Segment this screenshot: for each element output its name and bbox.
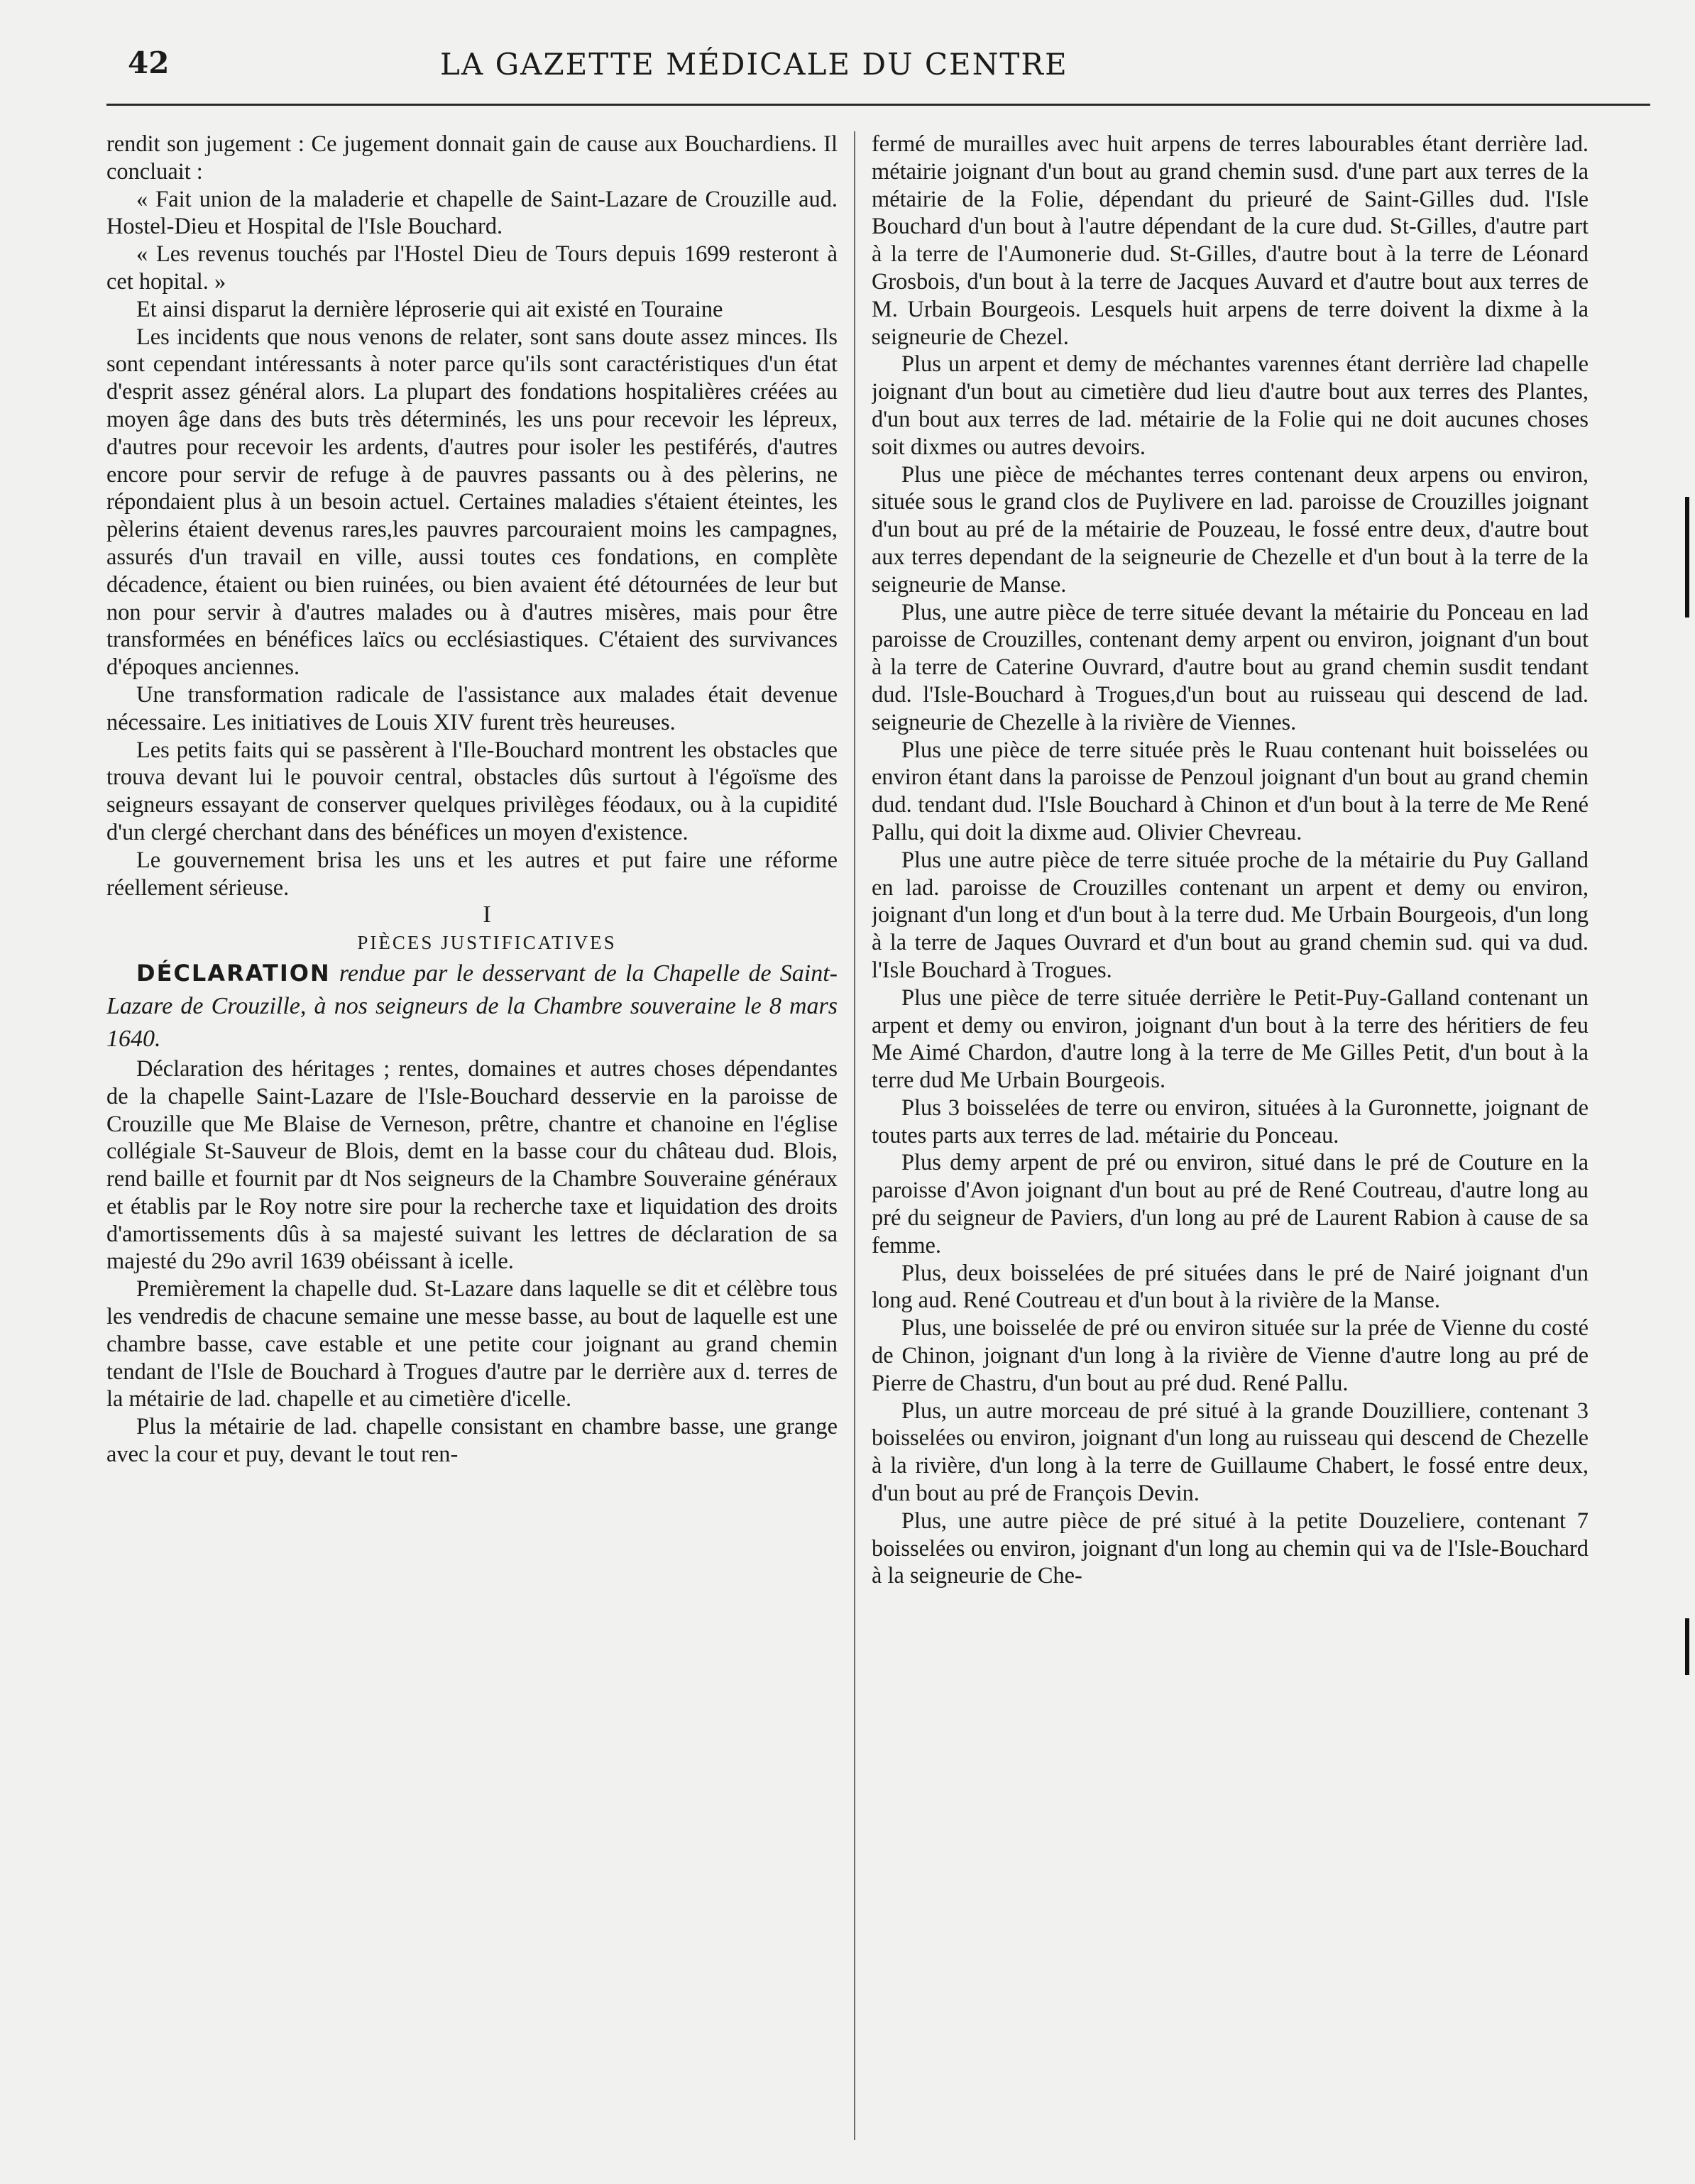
paragraph: Plus, une autre pièce de terre située devant la métairie du Ponceau en lad paroisse de Crouzilles, contenant demy arpent ou environ, joignant d'un bout à la terre de Caterine Ouvrard, d'autre bout au grand chemin susdit tendant dud. l'Isle-Bouchard à Trogues,d'un bout au ruisseau qui descend de lad. seigneurie de Chezelle à la rivière de Viennes. [872,599,1589,735]
paragraph: rendit son jugement : Ce jugement donnait gain de cause aux Bouchardiens. Il concluait : [106,131,838,185]
paragraph: Plus, une autre pièce de pré situé à la petite Douzeliere, contenant 7 boisselées ou environ, joignant d'un long au chemin qui va de l'Isle-Bouchard à la seigneurie de Che- [872,1508,1589,1589]
paragraph: Plus une pièce de terre située derrière le Petit-Puy-Galland contenant un arpent et demy ou environ, joignant d'un bout à la terre des héritiers de feu Me Aimé Chardon, d'autre long à la terre de Me Gilles Petit, d'un bout à la terre dud Me Urbain Bourgeois. [872,984,1589,1094]
header-rule [106,104,1650,106]
paragraph: Déclaration des héritages ; rentes, domaines et autres choses dépendantes de la chapelle Saint-Lazare de l'Isle-Bouchard desservie en la paroisse de Crouzille que Me Blaise de Verneson, prêtre, chantre et chanoine en l'église collégiale St-Sauveur de Blois, demt en la basse cour du château dud. Blois, rend baille et fournit par dt Nos seigneurs de la Chambre Souveraine généraux et établis par le Roy notre sire pour la recherche taxe et liquidation des droits d'amortissements dûs à sa majesté suivant les lettres de déclaration de sa majesté du 29o avril 1639 obéissant à icelle. [106,1055,838,1275]
paragraph: Plus une pièce de méchantes terres contenant deux arpens ou environ, située sous le grand clos de Puylivere en lad. paroisse de Crouzilles joignant d'un bout au pré de la métairie de Pouzeau, le fossé entre deux, d'autre bout aux terres dependant de la seigneurie de Chezelle et d'un bout à la terre de la seigneurie de Manse. [872,461,1589,598]
right-column [872,131,1589,2161]
paragraph: Plus, deux boisselées de pré situées dans le pré de Nairé joignant d'un long aud. René Coutreau et d'un bout à la rivière de la Manse. [872,1260,1589,1314]
paragraph: Les incidents que nous venons de relater, sont sans doute assez minces. Ils sont cependant intéressants à noter parce qu'ils sont caractéristiques d'un état d'esprit assez général alors. La plupart des fondations hospitalières créées au moyen âge dans des buts très déterminés, les uns pour recevoir les lépreux, d'autres pour recevoir les ardents, d'autres pour isoler les pestiférés, d'autres encore pour servir de refuge à de pauvres passants ou à des pèlerins, ne répondaient plus à un besoin actuel. Certaines maladies s'étaient éteintes, les pèlerins étaient devenus rares,les pauvres parcouraient moins les campagnes, assurés d'un travail en ville, aussi toutes ces fondations, en complète décadence, étaient ou bien ruinées, ou bien avaient été détournées de leur but non pour servir à d'autres malades ou à d'autres misères, mais pour être transformées en bénéfices laïcs ou ecclésiastiques. C'étaient des survivances d'époques anciennes. [106,324,838,681]
section-heading: PIÈCES JUSTIFICATIVES [357,932,617,954]
binding-edge-mark [1685,568,1689,618]
running-title: LA GAZETTE MÉDICALE DU CENTRE [440,47,1068,82]
section-numeral: I [483,901,491,928]
declaration-lead: DÉCLARATION [136,959,331,987]
declaration-italic-title: rendue par le desservant de la Chapelle de Saint-Lazare de Crouzille, à nos seigneurs de la Chambre souveraine le 8 mars 1640. [106,960,838,1052]
paragraph: Plus la métairie de lad. chapelle consistant en chambre basse, une grange avec la cour et puy, devant le tout ren- [106,1414,838,1468]
binding-edge-mark [1685,497,1689,568]
paragraph: Et ainsi disparut la dernière léproserie qui ait existé en Touraine [136,296,723,322]
paragraph: Plus une pièce de terre située près le Ruau contenant huit boisselées ou environ étant dans la paroisse de Penzoul joignant d'un bout au grand chemin dud. tendant dud. l'Isle Bouchard à Chinon et d'un bout à la terre de Me René Pallu, qui doit la dixme aud. Olivier Chevreau. [872,737,1589,845]
paragraph: Le gouvernement brisa les uns et les autres et put faire une réforme réellement sérieuse. [106,847,838,901]
paragraph: « Les revenus touchés par l'Hostel Dieu de Tours depuis 1699 resteront à cet hopital. » [106,241,838,295]
paragraph: Premièrement la chapelle dud. St-Lazare dans laquelle se dit et célèbre tous les vendredis de chacune semaine une messe basse, au bout de laquelle est une chambre basse, cave estable et une petite cour joignant au grand chemin tendant de l'Isle de Bouchard à Trogues d'autre par le derrière aux d. terres de la métairie de lad. chapelle et au cimetière d'icelle. [106,1276,838,1412]
paragraph: Une transformation radicale de l'assistance aux malades était devenue nécessaire. Les initiatives de Louis XIV furent très heureuses. [106,681,838,735]
binding-edge-mark [1685,1618,1689,1675]
column-divider [854,131,855,2140]
paragraph: Plus, un autre morceau de pré situé à la grande Douzilliere, contenant 3 boisselées ou environ, joignant d'un long au ruisseau qui descend de Chezelle à la rivière, d'un long à la terre de Guillaume Chabert, le fossé entre deux, d'un bout au pré de François Devin. [872,1398,1589,1507]
paragraph: fermé de murailles avec huit arpens de terres labourables étant derrière lad. métairie joignant d'un bout au grand chemin susd. d'une part aux terres de la métairie de la Folie, dépendant du prieuré de Saint-Gilles dud. l'Isle Bouchard d'un bout à l'autre dépendant de la cure dud. St-Gilles, d'autre part à la terre de l'Aumonerie dud. St-Gilles, d'autre bout à la terre de Léonard Grosbois, d'un bout à la terre de Jacques Auvard et d'autre bout aux terres de M. Urbain Bourgeois. Lesquels huit arpens de terre doivent la dixme à la seigneurie de Chezel. [872,131,1589,350]
paragraph: Plus une autre pièce de terre située proche de la métairie du Puy Galland en lad. paroisse de Crouzilles contenant un arpent et demy ou environ, joignant d'un long et d'un bout à la terre dud. Me Urbain Bourgeois, d'un long à la terre de Jaques Ouvrard et d'un bout au grand chemin sud. qui va dud. l'Isle Bouchard à Trogues. [872,847,1589,983]
paragraph: « Fait union de la maladerie et chapelle de Saint-Lazare de Crouzille aud. Hostel-Dieu et Hospital de l'Isle Bouchard. [106,186,838,240]
declaration-title [106,957,838,1055]
paragraph: Plus 3 boisselées de terre ou environ, situées à la Guronnette, joignant de toutes parts aux terres de lad. métairie du Ponceau. [872,1094,1589,1148]
paragraph: Plus, une boisselée de pré ou environ située sur la prée de Vienne du costé de Chinon, joignant d'un long à la rivière de Vienne d'autre long au pré de Pierre de Chastru, d'un bout au pré dud. René Pallu. [872,1315,1589,1396]
paragraph: Les petits faits qui se passèrent à l'Ile-Bouchard montrent les obstacles que trouva devant lui le pouvoir central, obstacles dûs surtout à l'égoïsme des seigneurs essayant de conserver quelques privilèges féodaux, ou à la cupidité d'un clergé cherchant dans des bénéfices un moyen d'existence. [106,737,838,845]
page-number: 42 [128,45,170,80]
paragraph: Plus un arpent et demy de méchantes varennes étant derrière lad chapelle joignant d'un bout au cimetière dud lieu d'autre bout aux terres des Plantes, d'un bout aux terres de lad. métairie de la Folie qui ne doit aucunes choses soit dixmes ou autres devoirs. [872,351,1589,460]
paragraph: Plus demy arpent de pré ou environ, situé dans le pré de Couture en la paroisse d'Avon joignant d'un bout au pré de René Coutreau, d'autre long au pré du seigneur de Paviers, d'un long au pré de Laurent Rabion à cause de sa femme. [872,1150,1589,1258]
left-column [106,131,838,2161]
